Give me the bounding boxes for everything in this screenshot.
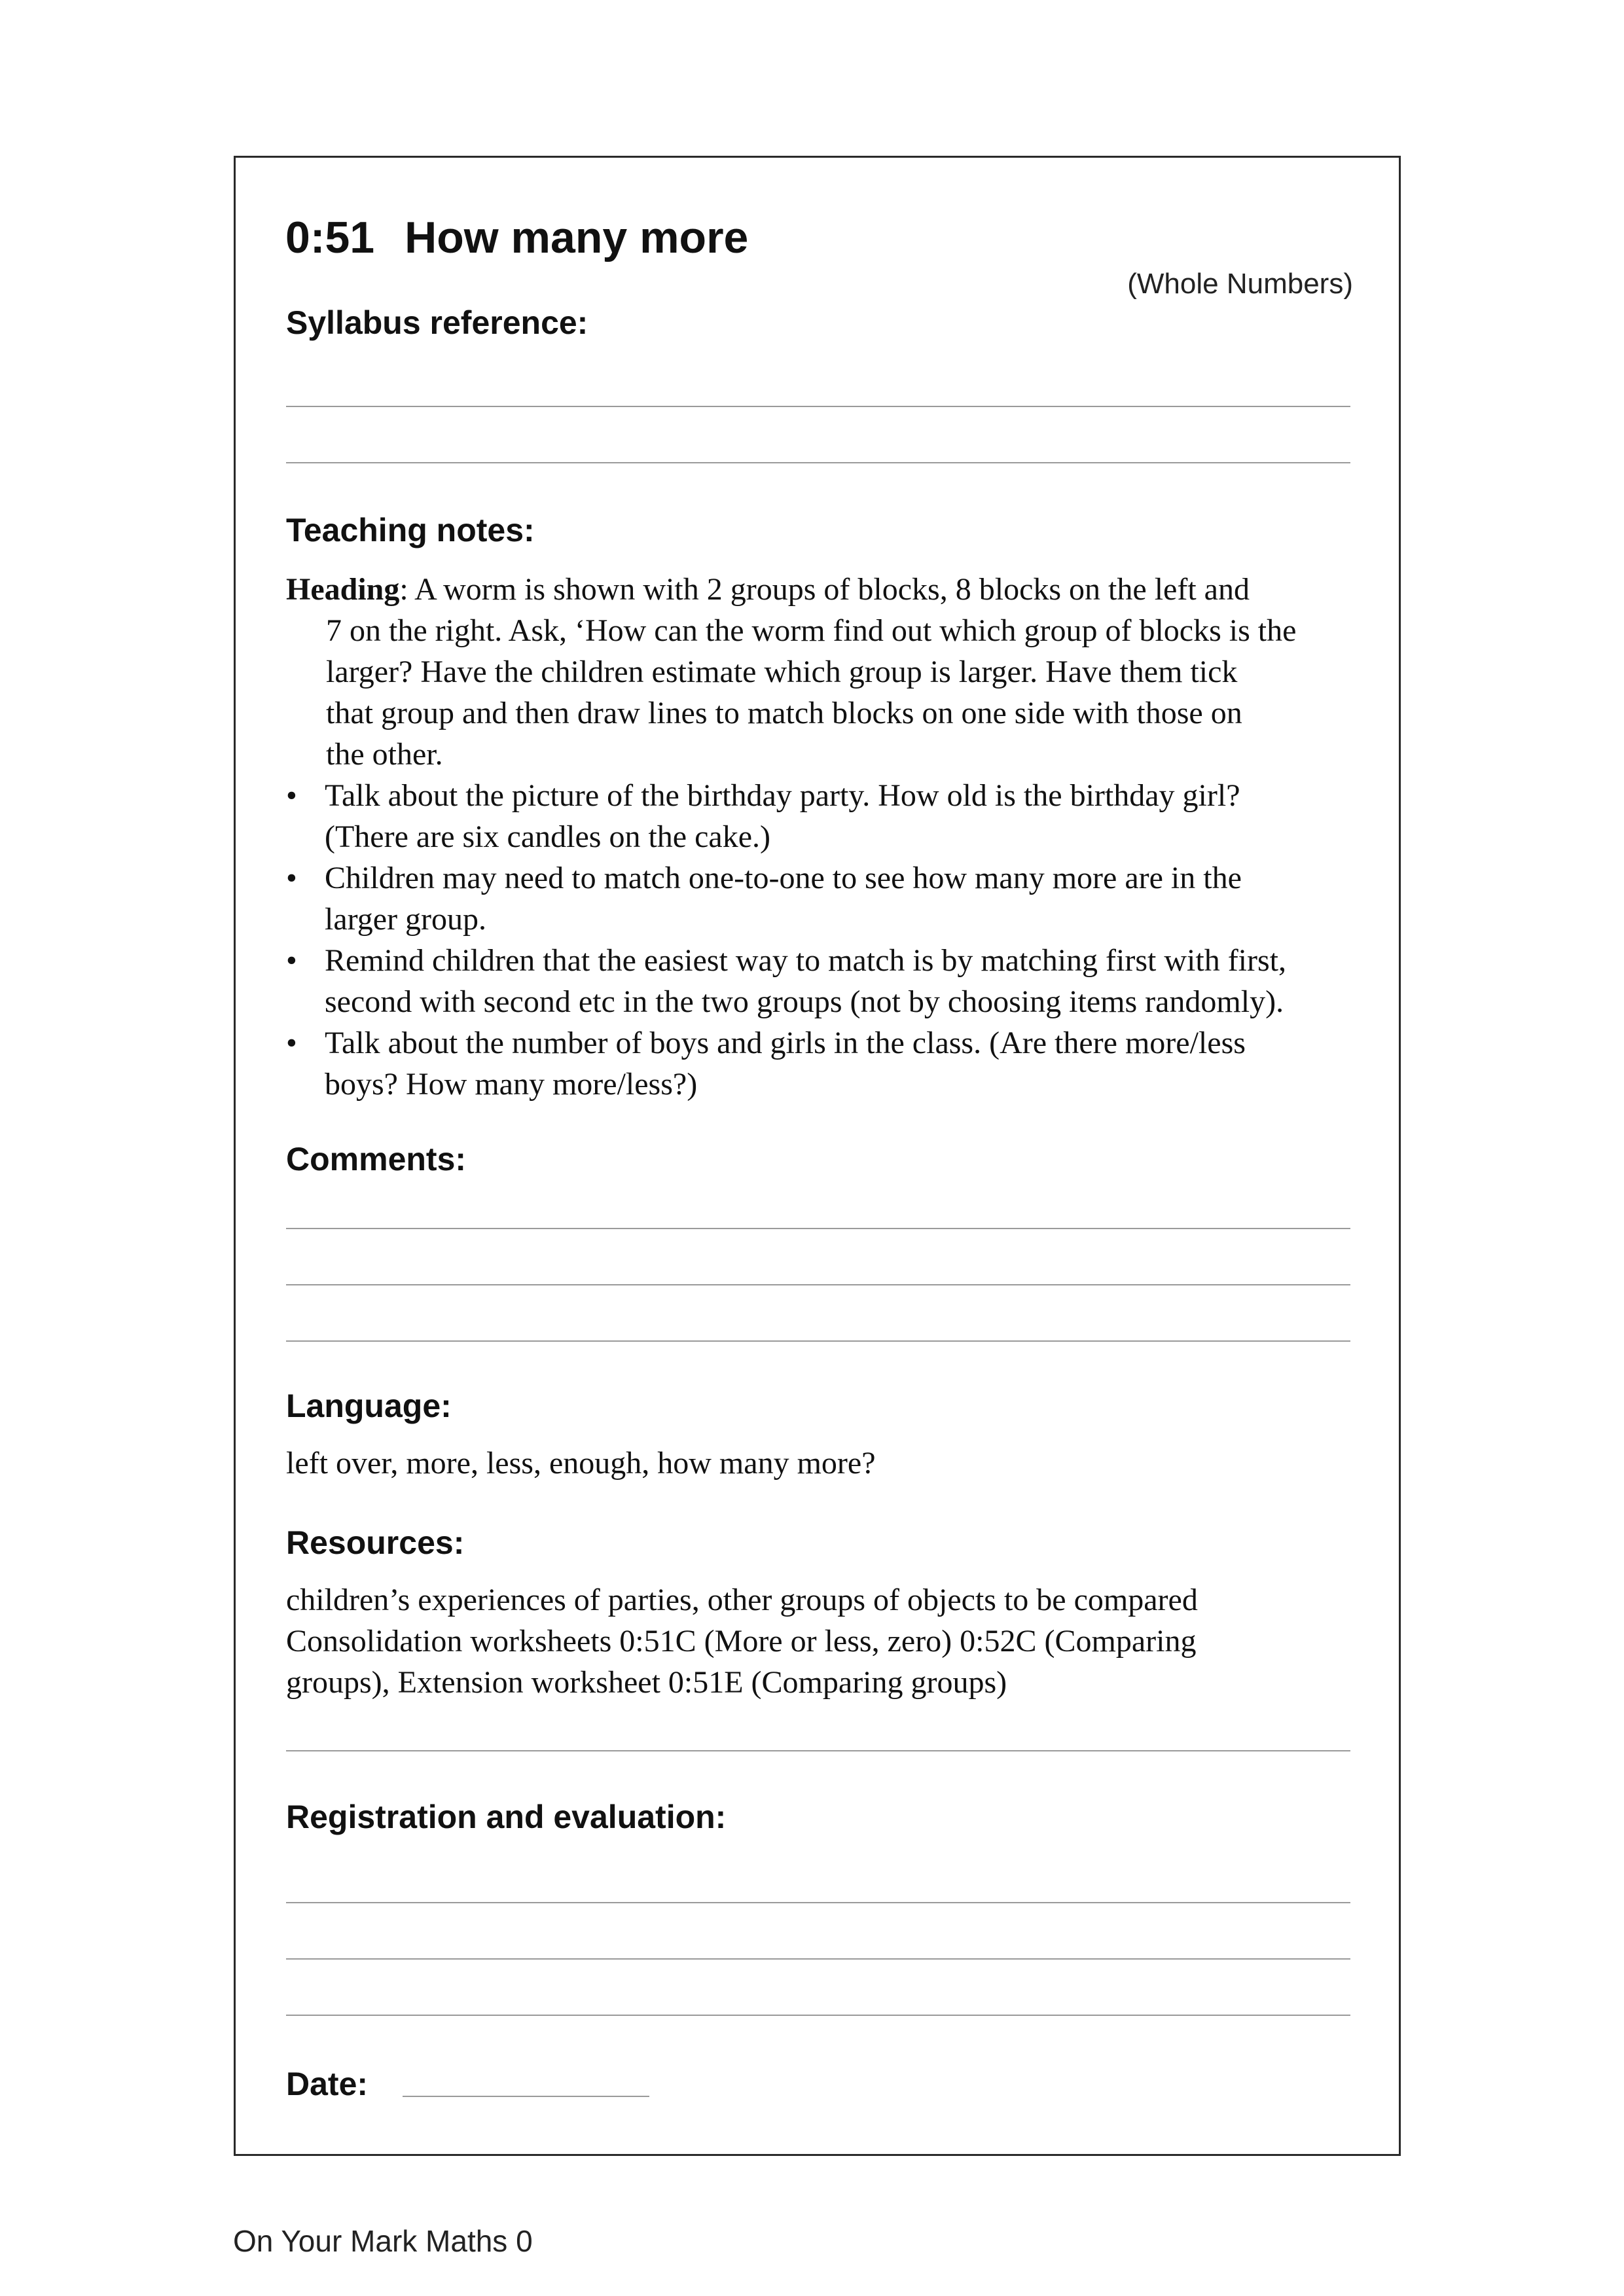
bullet-marker: • <box>286 1026 297 1060</box>
resources-line: children’s experiences of parties, other groups of objects to be compared <box>286 1583 1198 1617</box>
registration-heading: Registration and evaluation: <box>286 1799 727 1835</box>
teaching-bullet: • Talk about the number of boys and girls in the class. (Are there more/less boys? How many more/less?) <box>286 1022 1360 1105</box>
syllabus-line-2[interactable] <box>286 462 1350 463</box>
resources-line: Consolidation worksheets 0:51C (More or less, zero) 0:52C (Comparing <box>286 1624 1197 1659</box>
intro-bold-term: Heading <box>286 572 400 607</box>
strand-label: (Whole Numbers) <box>1127 268 1353 300</box>
resources-text <box>286 1579 1360 1703</box>
resources-line: groups), Extension worksheet 0:51E (Comparing groups) <box>286 1665 1007 1700</box>
lesson-title: How many more <box>405 213 749 262</box>
teaching-bullet: • Talk about the picture of the birthday party. How old is the birthday girl? (There are six candles on the cake.) <box>286 775 1360 857</box>
syllabus-line-1[interactable] <box>286 406 1350 407</box>
lesson-number: 0:51 <box>285 213 375 262</box>
syllabus-heading: Syllabus reference: <box>286 304 588 341</box>
teaching-intro-line: that group and then draw lines to match blocks on one side with those on <box>326 696 1242 730</box>
teaching-bullet: • Remind children that the easiest way to match is by matching first with first, second with second etc in the two groups (not by choosing items randomly). <box>286 940 1360 1022</box>
page-title <box>285 208 748 267</box>
resources-line-rule[interactable] <box>286 1750 1350 1751</box>
bullet-marker: • <box>286 778 297 813</box>
registration-line-1[interactable] <box>286 1902 1350 1903</box>
teaching-bullet-list <box>286 775 1360 1105</box>
comments-line-2[interactable] <box>286 1284 1350 1285</box>
comments-line-1[interactable] <box>286 1228 1350 1229</box>
comments-line-3[interactable] <box>286 1340 1350 1342</box>
teaching-intro-line: the other. <box>326 737 443 772</box>
date-field-line[interactable] <box>403 2096 649 2097</box>
comments-heading: Comments: <box>286 1141 467 1177</box>
language-text: left over, more, less, enough, how many more? <box>286 1446 876 1480</box>
bullet-marker: • <box>286 943 297 978</box>
teaching-intro-first-line: Heading: A worm is shown with 2 groups of blocks, 8 blocks on the left and <box>286 572 1250 607</box>
registration-line-2[interactable] <box>286 1958 1350 1960</box>
date-heading: Date: <box>286 2066 369 2102</box>
bullet-marker: • <box>286 861 297 895</box>
teaching-intro-line: 7 on the right. Ask, ‘How can the worm find out which group of blocks is the <box>326 613 1297 648</box>
teaching-intro <box>286 569 1360 775</box>
registration-line-3[interactable] <box>286 2015 1350 2016</box>
teaching-intro-line: larger? Have the children estimate which group is larger. Have them tick <box>326 655 1238 689</box>
resources-heading: Resources: <box>286 1524 465 1561</box>
footer-text: On Your Mark Maths 0 <box>233 2224 533 2258</box>
language-heading: Language: <box>286 1388 452 1424</box>
teaching-notes-heading: Teaching notes: <box>286 512 535 548</box>
teaching-bullet: • Children may need to match one-to-one to see how many more are in the larger group. <box>286 857 1360 940</box>
